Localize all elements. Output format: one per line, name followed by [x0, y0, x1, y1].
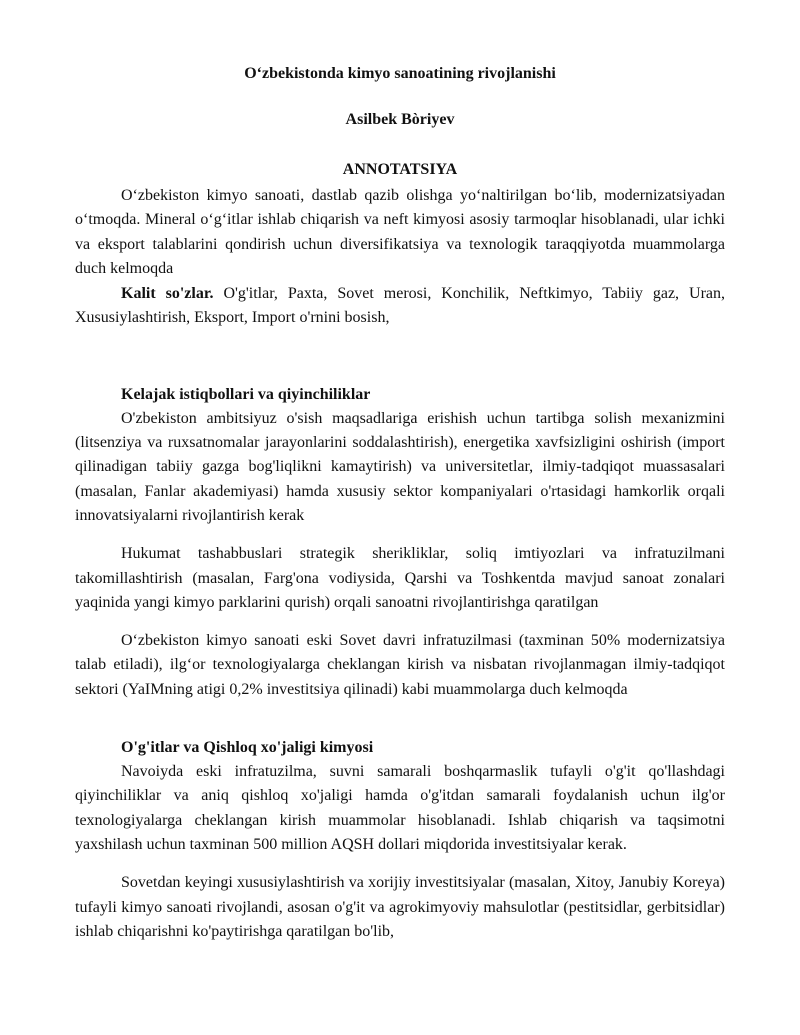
- keywords-paragraph: [75, 282, 725, 331]
- annotation-heading: ANNOTATSIYA: [342, 161, 458, 178]
- section-heading-future-prospects: Kelajak istiqbollari va qiyinchiliklar: [121, 385, 371, 403]
- body-paragraph: Navoiyda eski infratuzilma, suvni samarali boshqarmaslik tufayli o'g'it qo'llashdagi qiyinchiliklar va aniq qishloq xo'jaligi hamda o'g'itdan samarali foydalanish uchun ilg'or texnologiyalarga cheklangan kirish muammolar hisoblanadi. Ishlab chiqarish va taqsimotni yaxshilash uchun taxminan 500 million AQSH dollari miqdorida investitsiyalar kerak.: [75, 763, 725, 853]
- body-paragraph: Sovetdan keyingi xususiylashtirish va xorijiy investitsiyalar (masalan, Xitoy, Janubiy Koreya) tufayli kimyo sanoati rivojlandi, asosan o'g'it va agrokimyoviy mahsulotlar (pestitsidlar, gerbitsidlar) ishlab chiqarishni ko'paytirishga qaratilgan bo'lib,: [75, 874, 725, 940]
- body-paragraph: Hukumat tashabbuslari strategik sherikliklar, soliq imtiyozlari va infratuzilmani takomillashtirish (masalan, Farg'ona vodiysida, Qarshi va Toshkentda mavjud sanoat zonalari yaqinida yangi kimyo parklarini qurish) orqali sanoatni rivojlantirishga qaratilgan: [75, 545, 725, 611]
- body-paragraph: O'zbekiston ambitsiyuz o'sish maqsadlariga erishish uchun tartibga solish mexanizmini (litsenziya va ruxsatnomalar jarayonlarini soddalashtirish), energetika xavfsizligini oshirish (import qilinadigan tabiiy gazga bog'liqlikni kamaytirish) va universitetlar, ilmiy-tadqiqot muassasalari (masalan, Fanlar akademiyasi) hamda xususiy sektor kompaniyalari o'rtasidagi hamkorlik orqali innovatsiyalarni rivojlantirish kerak: [75, 409, 725, 524]
- annotation-text: O‘zbekiston kimyo sanoati, dastlab qazib olishga yo‘naltirilgan bo‘lib, modernizatsiyadan o‘tmoqda. Mineral o‘g‘itlar ishlab chiqarish va neft kimyosi asosiy tarmoqlar hisoblanadi, ular ichki va eksport talablarini qondirish uchun diversifikatsiya va texnologik taraqqiyotda muammolarga duch kelmoqda: [75, 187, 725, 277]
- keywords-list: O'g'itlar, Paxta, Sovet merosi, Konchilik, Neftkimyo, Tabiiy gaz, Uran, Xususiylashtirish, Eksport, Import o'rnini bosish,: [75, 285, 726, 327]
- keywords-label: Kalit so'zlar.: [121, 285, 214, 303]
- paper-page: [75, 62, 725, 944]
- paper-title: O‘zbekistonda kimyo sanoatining rivojlanishi: [244, 65, 556, 82]
- body-paragraph: O‘zbekiston kimyo sanoati eski Sovet davri infratuzilmasi (taxminan 50% modernizatsiya talab etiladi), ilg‘or texnologiyalarga cheklangan kirish va nisbatan rivojlanmagan ilmiy-tadqiqot sektori (YaIMning atigi 0,2% investitsiya qilinadi) kabi muammolarga duch kelmoqda: [75, 632, 725, 698]
- author-name: Asilbek Bòriyev: [345, 111, 455, 128]
- section-heading-fertilizers: O'g'itlar va Qishloq xo'jaligi kimyosi: [121, 739, 374, 757]
